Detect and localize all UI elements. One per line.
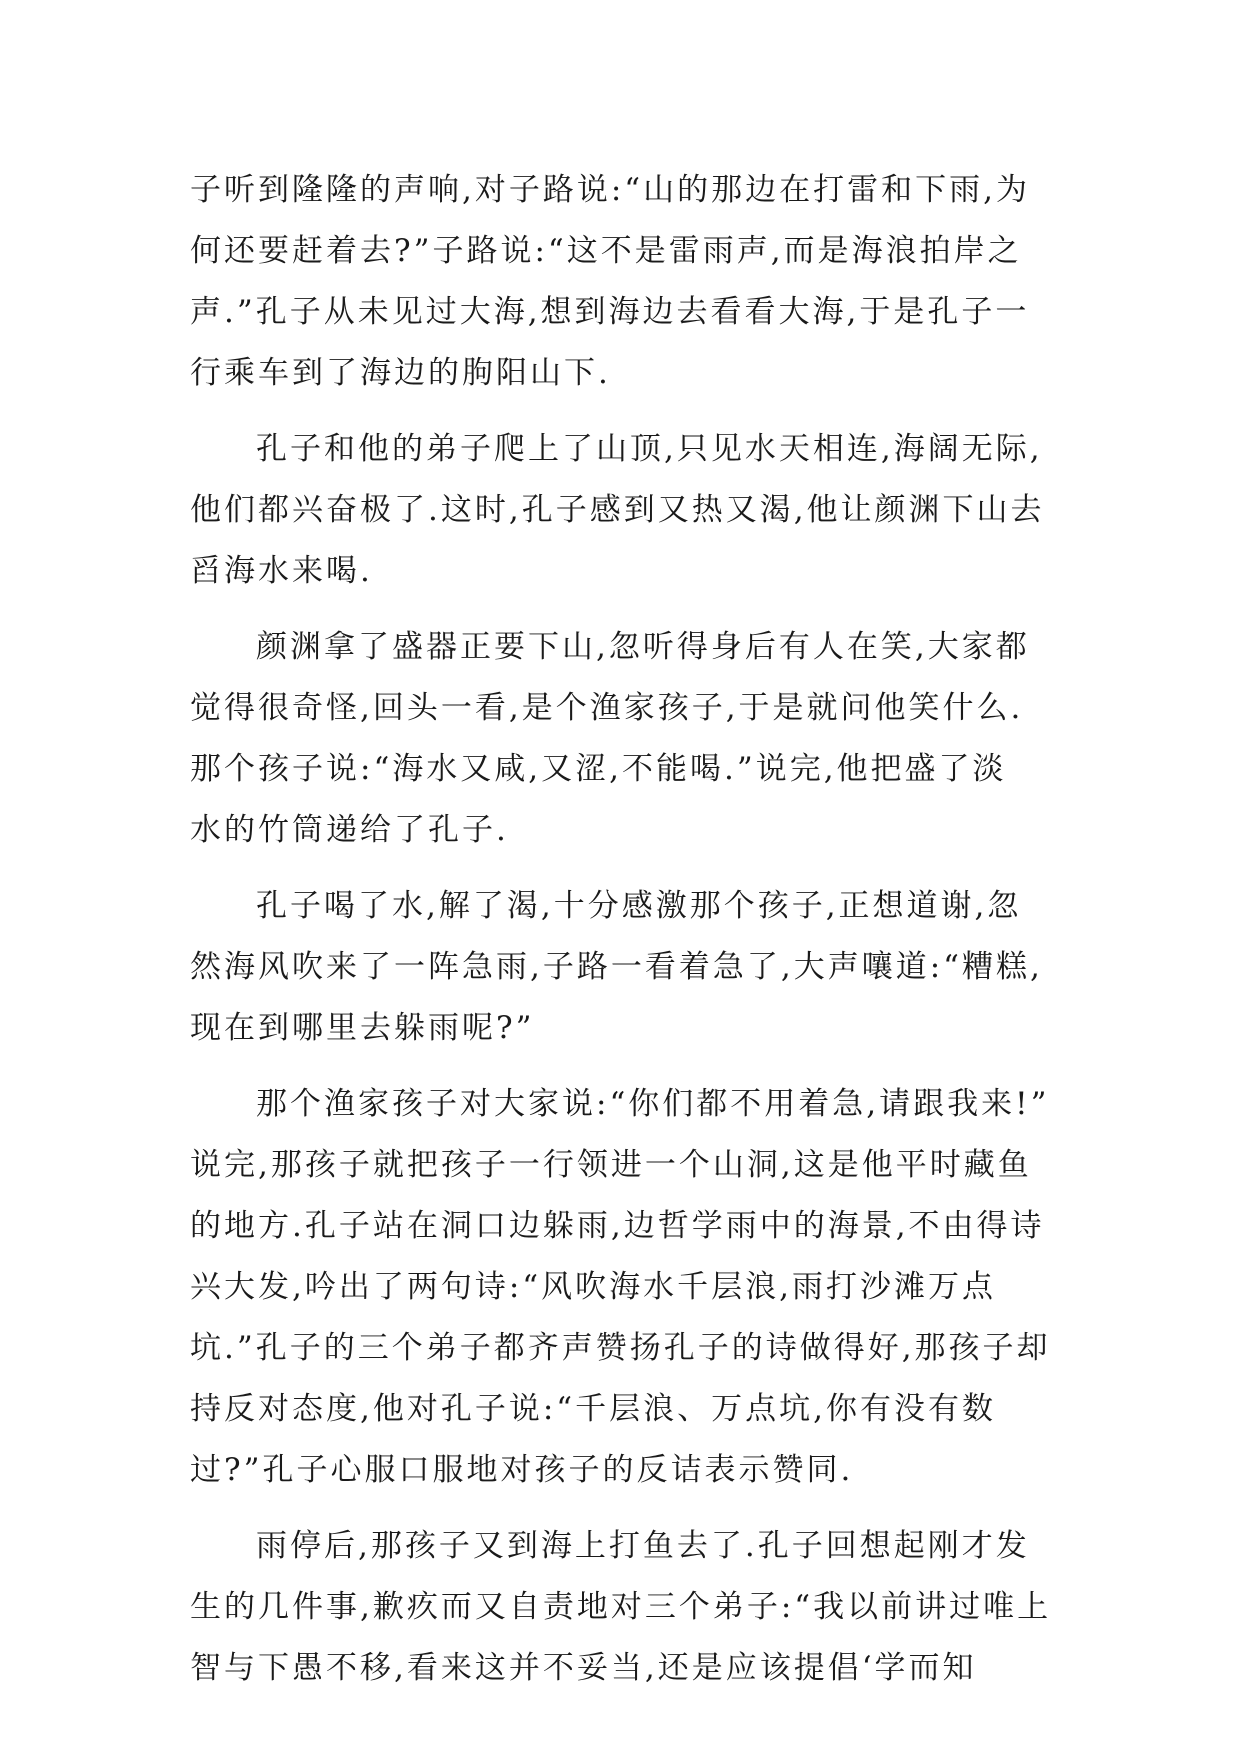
text-line: 颜渊拿了盛器正要下山,忽听得身后有人在笑,大家都 <box>256 629 1030 665</box>
paragraph <box>190 419 1060 602</box>
text-line: 坑.”孔子的三个弟子都齐声赞扬孔子的诗做得好,那孩子却 <box>190 1330 1051 1366</box>
text-line: 行乘车到了海边的朐阳山下. <box>190 355 611 391</box>
text-line: 水的竹筒递给了孔子. <box>190 812 509 848</box>
paragraph <box>190 617 1060 861</box>
text-line: 觉得很奇怪,回头一看,是个渔家孩子,于是就问他笑什么. <box>190 690 1024 726</box>
text-line: 雨停后,那孩子又到海上打鱼去了.孔子回想起刚才发 <box>256 1528 1030 1564</box>
paragraph <box>190 1074 1060 1501</box>
text-line: 持反对态度,他对孔子说:“千层浪、万点坑,你有没有数 <box>190 1391 996 1427</box>
text-line: 声.”孔子从未见过大海,想到海边去看看大海,于是孔子一 <box>190 294 1030 330</box>
text-line: 那个孩子说:“海水又咸,又涩,不能喝.”说完,他把盛了淡 <box>190 751 1007 787</box>
text-line: 孔子喝了水,解了渴,十分感激那个孩子,正想道谢,忽 <box>256 888 1022 924</box>
text-line: 说完,那孩子就把孩子一行领进一个山洞,这是他平时藏鱼 <box>190 1147 1032 1183</box>
paragraph <box>190 876 1060 1059</box>
text-line: 子听到隆隆的声响,对子路说:“山的那边在打雷和下雨,为 <box>190 172 1030 208</box>
text-line: 他们都兴奋极了.这时,孔子感到又热又渴,他让颜渊下山去 <box>190 492 1045 528</box>
text-line: 孔子和他的弟子爬上了山顶,只见水天相连,海阔无际, <box>256 431 1043 467</box>
document-body <box>190 160 1060 1699</box>
paragraph <box>190 160 1060 404</box>
text-line: 那个渔家孩子对大家说:“你们都不用着急,请跟我来!” <box>256 1086 1050 1122</box>
text-line: 智与下愚不移,看来这并不妥当,还是应该提倡‘学而知 <box>190 1650 977 1686</box>
text-line: 然海风吹来了一阵急雨,子路一看着急了,大声嚷道:“糟糕, <box>190 949 1043 985</box>
text-line: 过?”孔子心服口服地对孩子的反诘表示赞同. <box>190 1452 854 1488</box>
text-line: 舀海水来喝. <box>190 553 373 589</box>
text-line: 兴大发,吟出了两句诗:“风吹海水千层浪,雨打沙滩万点 <box>190 1269 996 1305</box>
text-line: 现在到哪里去躲雨呢?” <box>190 1010 535 1046</box>
text-line: 生的几件事,歉疚而又自责地对三个弟子:“我以前讲过唯上 <box>190 1589 1052 1625</box>
text-line: 的地方.孔子站在洞口边躲雨,边哲学雨中的海景,不由得诗 <box>190 1208 1045 1244</box>
text-line: 何还要赶着去?”子路说:“这不是雷雨声,而是海浪拍岸之 <box>190 233 1022 269</box>
paragraph <box>190 1516 1060 1699</box>
